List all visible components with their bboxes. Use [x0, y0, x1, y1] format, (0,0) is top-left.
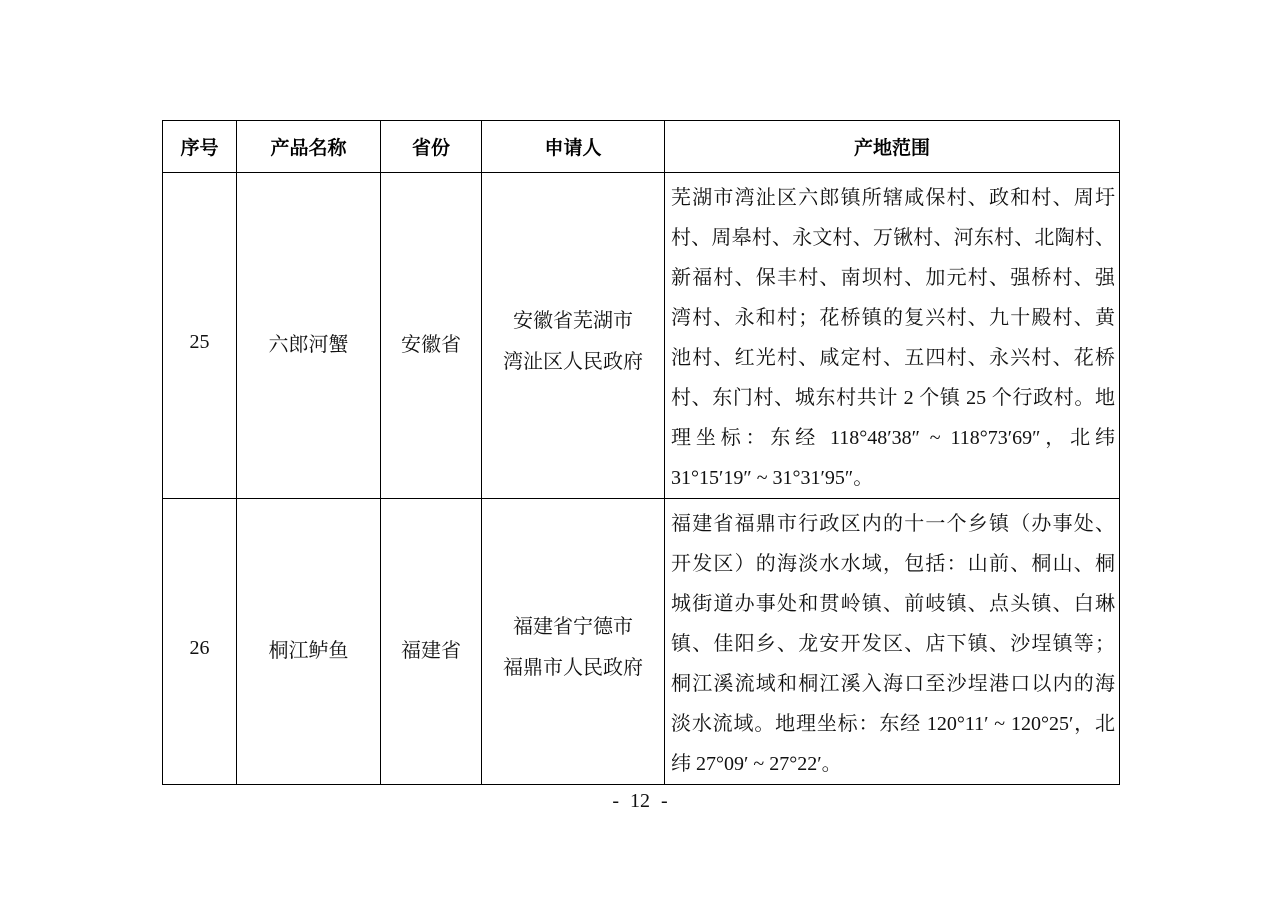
applicant-line: 福建省宁德市 — [513, 616, 633, 638]
row-production-area — [665, 173, 1120, 499]
table-body — [163, 173, 1120, 785]
table-row — [163, 173, 1120, 499]
scope-line: 纬 27°09′ ~ 27°22′。 — [671, 753, 842, 775]
row-index: 25 — [163, 173, 237, 499]
scope-line: 湾村、永和村；花桥镇的复兴村、九十殿村、黄 — [671, 307, 1115, 329]
row-province: 福建省 — [381, 499, 482, 785]
scope-line: 开发区）的海淡水水域，包括：山前、桐山、桐 — [671, 553, 1115, 575]
table-header — [163, 121, 1120, 173]
header-province: 省份 — [381, 121, 482, 173]
scope-line: 池村、红光村、咸定村、五四村、永兴村、花桥 — [671, 347, 1115, 369]
scope-line: 芜湖市湾沚区六郎镇所辖咸保村、政和村、周圩 — [671, 187, 1115, 209]
header-product-name: 产品名称 — [237, 121, 381, 173]
applicant-line: 湾沚区人民政府 — [503, 351, 643, 373]
row-production-area — [665, 499, 1120, 785]
product-table — [162, 120, 1120, 785]
page-number: - 12 - — [612, 790, 668, 812]
header-index: 序号 — [163, 121, 237, 173]
applicant-line: 福鼎市人民政府 — [503, 657, 643, 679]
scope-line: 村、周皋村、永文村、万锹村、河东村、北陶村、 — [671, 227, 1115, 249]
applicant-line: 安徽省芜湖市 — [513, 310, 633, 332]
scope-line: 新福村、保丰村、南坝村、加元村、强桥村、强 — [671, 267, 1115, 289]
row-product-name: 六郎河蟹 — [237, 173, 381, 499]
scope-line: 镇、佳阳乡、龙安开发区、店下镇、沙埕镇等； — [671, 633, 1115, 655]
scope-line: 理坐标：东经 118°48′38″ ~ 118°73′69″，北纬 — [671, 427, 1115, 449]
scope-line: 31°15′19″ ~ 31°31′95″。 — [671, 467, 874, 489]
header-row — [163, 121, 1120, 173]
row-applicant — [482, 173, 665, 499]
scope-line: 村、东门村、城东村共计 2 个镇 25 个行政村。地 — [671, 387, 1115, 409]
scope-line: 城街道办事处和贯岭镇、前岐镇、点头镇、白琳 — [671, 593, 1115, 615]
table-row — [163, 499, 1120, 785]
scope-line: 桐江溪流域和桐江溪入海口至沙埕港口以内的海 — [671, 673, 1115, 695]
row-index: 26 — [163, 499, 237, 785]
row-product-name: 桐江鲈鱼 — [237, 499, 381, 785]
header-production-area: 产地范围 — [665, 121, 1120, 173]
row-province: 安徽省 — [381, 173, 482, 499]
scope-line: 淡水流域。地理坐标：东经 120°11′ ~ 120°25′，北 — [671, 713, 1115, 735]
row-applicant — [482, 499, 665, 785]
header-applicant: 申请人 — [482, 121, 665, 173]
scope-line: 福建省福鼎市行政区内的十一个乡镇（办事处、 — [671, 513, 1115, 535]
